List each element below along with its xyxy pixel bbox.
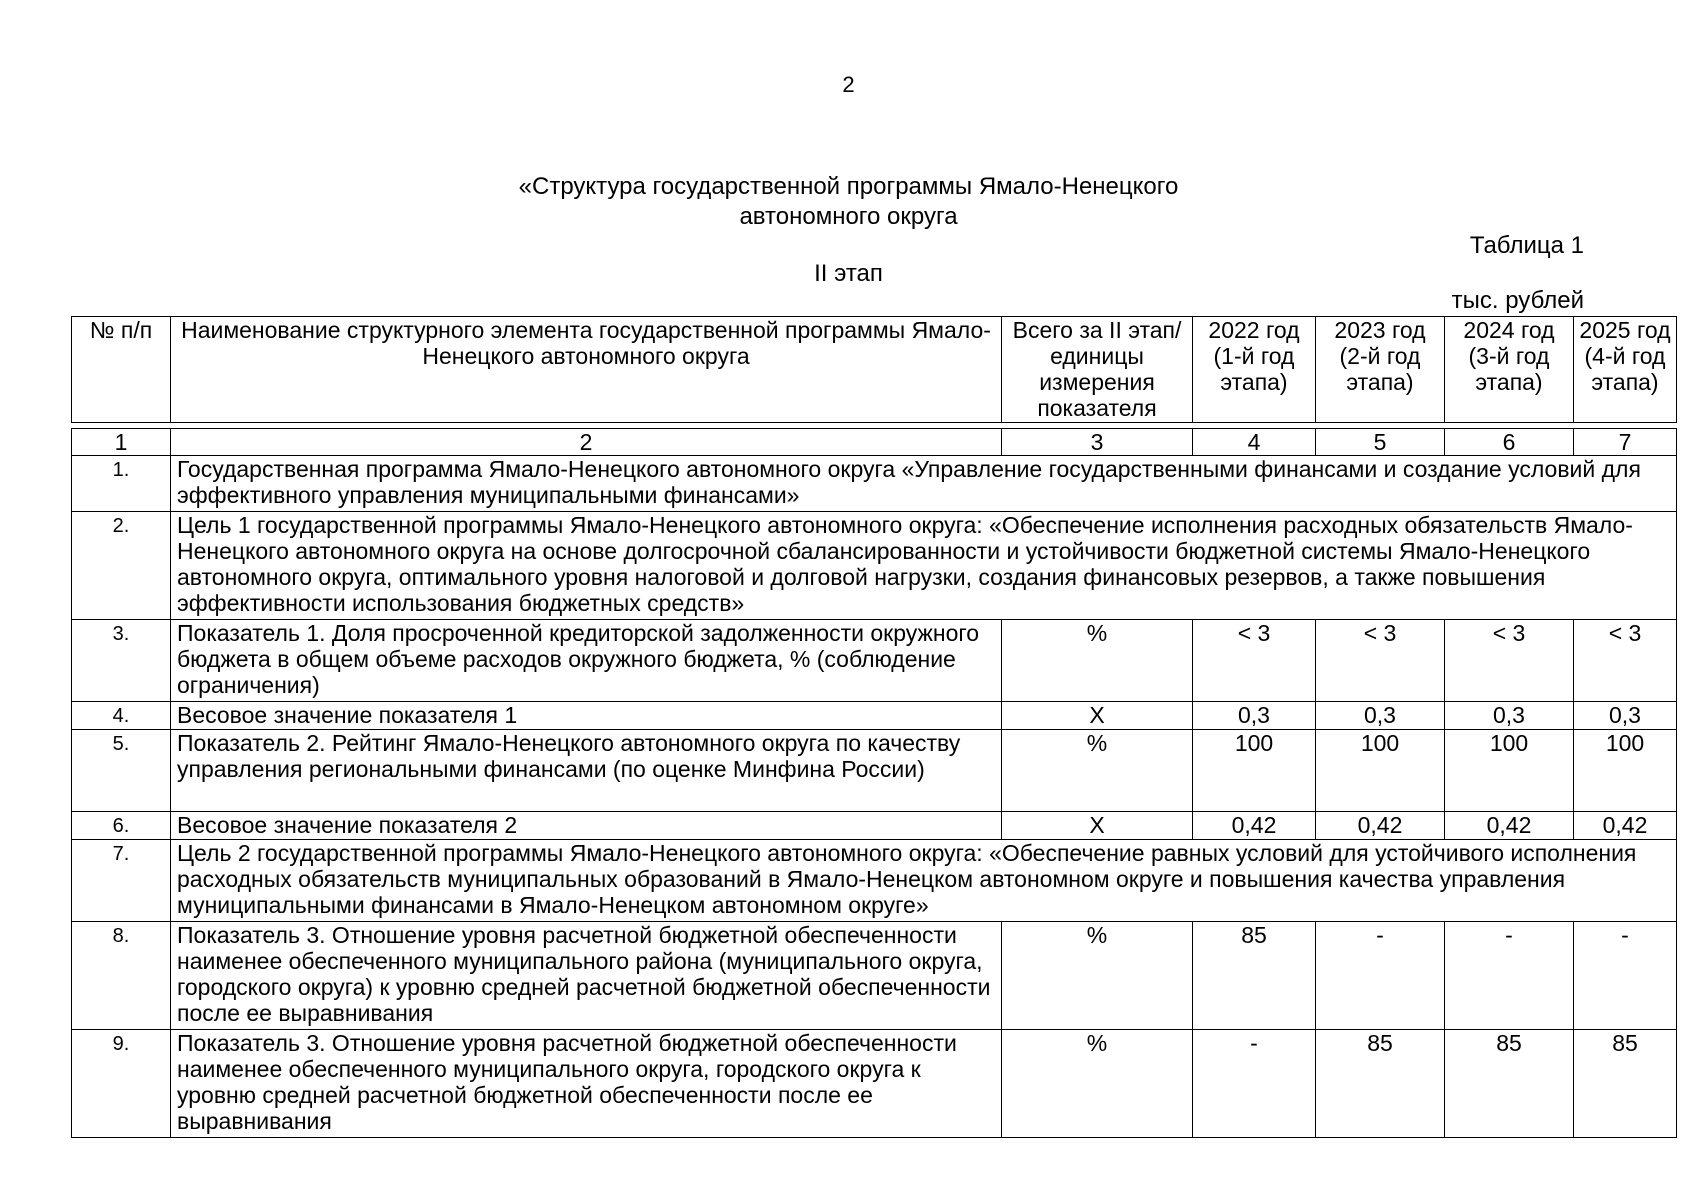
column-number: 5 xyxy=(1316,429,1445,456)
column-number: 4 xyxy=(1193,429,1316,456)
row-value-2022: < 3 xyxy=(1193,620,1316,702)
column-number: 1 xyxy=(72,429,171,456)
header-col-2023: 2023 год (2-й год этапа) xyxy=(1316,317,1445,423)
row-name: Показатель 3. Отношение уровня расчетной бюджетной обеспеченности наименее обеспеченного муниципального округа, городского округа к уровню средней расчетной бюджетной обеспеченности после ее выравнивания xyxy=(171,1030,1002,1138)
header-col-name: Наименование структурного элемента государственной программы Ямало-Ненецкого автономного округа xyxy=(171,317,1002,423)
page-number: 2 xyxy=(842,72,855,97)
row-value-2023: 85 xyxy=(1316,1030,1445,1138)
row-number: 4. xyxy=(72,702,171,730)
row-number: 1. xyxy=(72,456,171,512)
column-number: 6 xyxy=(1445,429,1574,456)
title-line-1: «Структура государственной программы Ямало-Ненецкого xyxy=(518,173,1179,200)
row-value-2023: 0,42 xyxy=(1316,812,1445,840)
row-value-2024: < 3 xyxy=(1445,620,1574,702)
row-number: 2. xyxy=(72,512,171,620)
row-number: 9. xyxy=(72,1030,171,1138)
row-value-2023: 0,3 xyxy=(1316,702,1445,730)
row-value-2024: 0,3 xyxy=(1445,702,1574,730)
row-value-2022: 0,42 xyxy=(1193,812,1316,840)
row-value-2025: 0,42 xyxy=(1574,812,1677,840)
row-number: 3. xyxy=(72,620,171,702)
table-row xyxy=(72,702,1677,730)
stage-label: II этап xyxy=(814,260,883,287)
document-title xyxy=(0,172,1697,232)
row-name: Весовое значение показателя 1 xyxy=(171,702,1002,730)
row-value-2025: 85 xyxy=(1574,1030,1677,1138)
row-value-2025: 0,3 xyxy=(1574,702,1677,730)
table-row xyxy=(72,812,1677,840)
row-number: 8. xyxy=(72,922,171,1030)
row-value-2022: 0,3 xyxy=(1193,702,1316,730)
row-number: 6. xyxy=(72,812,171,840)
header-row xyxy=(72,317,1677,423)
column-number: 3 xyxy=(1002,429,1193,456)
structure-table xyxy=(71,428,1677,1138)
header-col-total: Всего за II этап/ единицы измерения показателя xyxy=(1002,317,1193,423)
row-value-2024: 85 xyxy=(1445,1030,1574,1138)
row-number: 5. xyxy=(72,730,171,812)
row-unit: % xyxy=(1002,620,1193,702)
table-row xyxy=(72,1030,1677,1138)
title-line-2: автономного округа xyxy=(739,203,958,230)
row-value-2025: 100 xyxy=(1574,730,1677,812)
row-value-2024: 100 xyxy=(1445,730,1574,812)
row-value-2022: - xyxy=(1193,1030,1316,1138)
row-value-2022: 100 xyxy=(1193,730,1316,812)
row-unit: Х xyxy=(1002,702,1193,730)
row-value-2023: - xyxy=(1316,922,1445,1030)
row-name: Показатель 3. Отношение уровня расчетной бюджетной обеспеченности наименее обеспеченного муниципального района (муниципального округа, городского округа) к уровню средней расчетной бюджетной обеспеченности после ее выравнивания xyxy=(171,922,1002,1030)
row-name: Государственная программа Ямало-Ненецкого автономного округа «Управление государственными финансами и создание условий для эффективного управления муниципальными финансами» xyxy=(171,456,1677,512)
table-row xyxy=(72,456,1677,512)
row-number: 7. xyxy=(72,840,171,922)
row-name: Цель 1 государственной программы Ямало-Ненецкого автономного округа: «Обеспечение исполнения расходных обязательств Ямало-Ненецкого автономного округа на основе долгосрочной сбалансированности и устойчивости бюджетной системы Ямало-Ненецкого автономного округа, оптимального уровня налоговой и долговой нагрузки, создания финансовых резервов, а также повышения эффективности использования бюджетных средств» xyxy=(171,512,1677,620)
row-value-2022: 85 xyxy=(1193,922,1316,1030)
table-row xyxy=(72,512,1677,620)
row-value-2023: < 3 xyxy=(1316,620,1445,702)
row-unit: % xyxy=(1002,1030,1193,1138)
units-label: тыс. рублей xyxy=(1451,287,1584,314)
row-value-2024: 0,42 xyxy=(1445,812,1574,840)
table-row xyxy=(72,620,1677,702)
row-value-2025: - xyxy=(1574,922,1677,1030)
column-number: 2 xyxy=(171,429,1002,456)
row-value-2024: - xyxy=(1445,922,1574,1030)
row-name: Весовое значение показателя 2 xyxy=(171,812,1002,840)
table-row xyxy=(72,922,1677,1030)
row-name: Показатель 1. Доля просроченной кредиторской задолженности окружного бюджета в общем объеме расходов окружного бюджета, % (соблюдение ограничения) xyxy=(171,620,1002,702)
row-value-2025: < 3 xyxy=(1574,620,1677,702)
row-value-2023: 100 xyxy=(1316,730,1445,812)
row-unit: % xyxy=(1002,730,1193,812)
column-number-row xyxy=(72,429,1677,456)
header-table xyxy=(71,316,1677,423)
table-row xyxy=(72,840,1677,922)
header-col-2025: 2025 год (4-й год этапа) xyxy=(1574,317,1677,423)
header-col-2024: 2024 год (3-й год этапа) xyxy=(1445,317,1574,423)
table-row xyxy=(72,730,1677,812)
header-col-number: № п/п xyxy=(72,317,171,423)
row-unit: Х xyxy=(1002,812,1193,840)
header-col-2022: 2022 год (1-й год этапа) xyxy=(1193,317,1316,423)
row-name: Показатель 2. Рейтинг Ямало-Ненецкого автономного округа по качеству управления региональными финансами (по оценке Минфина России) xyxy=(171,730,1002,812)
column-number: 7 xyxy=(1574,429,1677,456)
table-label: Таблица 1 xyxy=(1469,232,1584,259)
row-unit: % xyxy=(1002,922,1193,1030)
row-name: Цель 2 государственной программы Ямало-Ненецкого автономного округа: «Обеспечение равных условий для устойчивого исполнения расходных обязательств муниципальных образований в Ямало-Ненецком автономном округе и повышения качества управления муниципальными финансами в Ямало-Ненецком автономном округе» xyxy=(171,840,1677,922)
